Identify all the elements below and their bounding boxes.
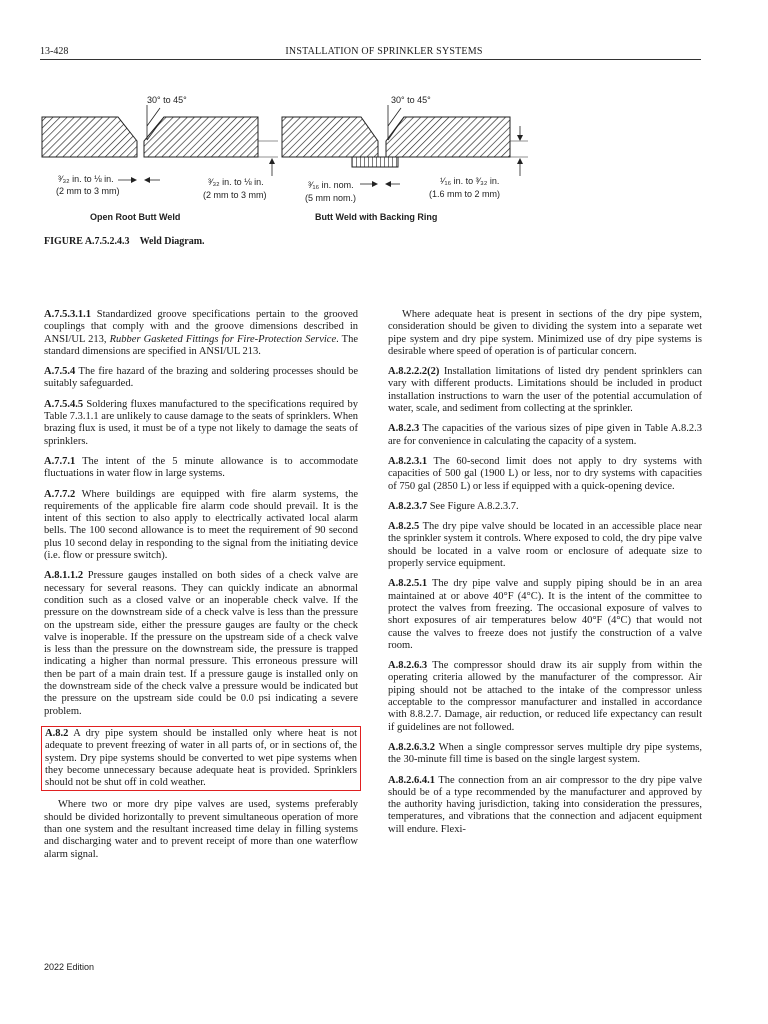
- right-gap-dimension-label: ³⁄₁₆ in. nom.: [308, 180, 354, 190]
- section-number: A.8.2.3.1: [388, 455, 428, 467]
- paragraph-a-8-2-6-3: [388, 660, 702, 734]
- section-number: A.7.5.4.5: [44, 398, 84, 410]
- section-number: A.8.2: [45, 727, 69, 739]
- section-number: A.8.2.6.3.2: [388, 741, 435, 753]
- section-number: A.7.5.3.1.1: [44, 309, 91, 320]
- figure-number: FIGURE A.7.5.2.4.3: [44, 236, 130, 247]
- page-number: 13-428: [40, 46, 69, 57]
- section-number: A.7.5.4: [44, 366, 76, 378]
- paragraph-a-8-2-3-7: [388, 501, 702, 513]
- section-number: A.8.2.6.4.1: [388, 774, 435, 786]
- right-gap-dimension-metric: (5 mm nom.): [305, 193, 357, 203]
- standard-title: Rubber Gasketed Fittings for Fire-Protection Service: [109, 333, 337, 345]
- paragraph-continuation: [388, 309, 702, 358]
- butt-weld-backing-ring-drawing: [282, 105, 528, 187]
- paragraph-text: . The standard dimensions are specified in ANSI/UL 213.: [44, 333, 358, 357]
- section-number: A.8.2.5.1: [388, 578, 428, 590]
- right-land-dimension-label: ¹⁄₁₆ in. to ³⁄₃₂ in.: [440, 176, 500, 186]
- figure-title: Weld Diagram.: [139, 236, 205, 247]
- paragraph-a-8-2: [45, 728, 357, 789]
- left-gap-dimension-metric: (2 mm to 3 mm): [56, 186, 120, 196]
- section-number: A.8.2.2.2(2): [388, 366, 440, 378]
- paragraph-a-7-5-4-5: [44, 399, 358, 448]
- paragraph-a-8-2-5-1: [388, 578, 702, 652]
- paragraph-text: See Figure A.8.2.3.7.: [429, 500, 519, 512]
- left-column: [44, 309, 358, 869]
- paragraph-text: The connection from an air compressor to the dry pipe valve should be of a type recommended by the manufacturer and approved by the authority having jurisdiction, taking into consideration the pressures, temperatures, and vibrations that the connection and adjacent equipment will endure. Flexi-: [388, 774, 703, 835]
- paragraph-text: The capacities of the various sizes of pipe given in Table A.8.2.3 are for convenience in calculating the capacity of a system.: [388, 423, 702, 447]
- paragraph-a-8-2-6-3-2: [388, 742, 702, 767]
- paragraph-text: Pressure gauges installed on both sides of a check valve are necessary for several reasons. They can quickly indicate an abnormal condition such as a closed valve or an inoperable check valve. If the pressure on the downstream side of a check valve is less than the pressure on the upstream side, either the pressure gauges are faulty or the check valve is inoperable. If the pressure on the upstream side of a check valve is less than the pressure on the downstream side, the pressure is trapped indicating a higher than normal pressure. This erroneous pressure will then be part of a main drain test. If a pressure gauge is installed only on the downstream side of the check valve a pressure would be indicated but the pressure on the upstream side could be 0.0 psi indicating a severe problem.: [44, 570, 359, 717]
- left-land-dimension-metric: (2 mm to 3 mm): [203, 190, 267, 200]
- section-number: A.8.2.3.7: [388, 500, 428, 512]
- butt-weld-backing-ring-title: Butt Weld with Backing Ring: [315, 212, 438, 222]
- paragraph-text: The intent of the 5 minute allowance is to accommodate fluctuations in water flow in large systems.: [44, 455, 358, 480]
- section-number: A.7.7.1: [44, 455, 76, 467]
- paragraph-text: The dry pipe valve and supply piping should be in an area maintained at or above 40°F (4°C). It is the intent of the committee to protect the valves from freezing. The occasional exposure of valves to short exposures of air temperatures below 40°F (4°C) that would not cause the valves to freeze does not justify the construction of a valve room.: [388, 578, 703, 651]
- paragraph-text: A dry pipe system should be installed only where heat is not adequate to prevent freezing of water in all parts of, or in sections of, the system. Dry pipe systems should be converted to wet pipe systems when they become unnecessary because adequate heat is provided. Sprinklers should not be shut off in cold weather.: [45, 727, 358, 789]
- paragraph-text: Installation limitations of listed dry pendent sprinklers can vary with different products. Limitations should be included in product installation instructions to warn the user of the potential accumulation of water, scale, and sediment from collecting at the sprinkler.: [388, 366, 703, 415]
- paragraph-text: When a single compressor serves multiple dry pipe systems, the 30-minute fill time is based on the single largest system.: [388, 741, 703, 766]
- paragraph-a-8-2-2-2-2: [388, 366, 702, 415]
- left-angle-label: 30° to 45°: [147, 95, 187, 105]
- paragraph-a-8-2-5: [388, 521, 702, 570]
- highlighted-box: [41, 726, 361, 791]
- figure-caption: [44, 236, 205, 247]
- paragraph-text: The 60-second limit does not apply to dry systems with capacities of 500 gal (1900 L) or less, nor to dry systems with capacities of 750 gal (2850 L) or less if equipped with a quick-opening device.: [388, 455, 703, 492]
- open-root-butt-weld-title: Open Root Butt Weld: [90, 212, 181, 222]
- left-land-dimension-label: ³⁄₃₂ in. to ⅛ in.: [208, 177, 264, 187]
- paragraph-a-8-2-3-1: [388, 456, 702, 493]
- paragraph-continuation: [44, 799, 358, 860]
- paragraph-a-7-5-4: [44, 366, 358, 391]
- paragraph-text: The compressor should draw its air supply from within the operating criteria allowed by the manufacturer of the compressor. Air piping should not be attached to the intake of the compressor unless acceptable to the compressor manufacturer and installed in accordance with 8.8.2.7. Damage, air reduction, or reduced life expectancy can result if guidelines are not followed.: [388, 660, 702, 733]
- paragraph-a-8-2-3: [388, 423, 702, 448]
- right-land-dimension-metric: (1.6 mm to 2 mm): [429, 189, 501, 199]
- paragraph-a-7-5-3-1-1: [44, 309, 358, 358]
- edition-footer: 2022 Edition: [44, 962, 95, 972]
- section-number: A.8.2.6.3: [388, 660, 428, 672]
- weld-diagram-drawing: [0, 60, 768, 235]
- right-angle-label: 30° to 45°: [391, 95, 431, 105]
- paragraph-text: Where buildings are equipped with fire alarm systems, the requirements of the applicable fire alarm code should prevail. It is the intent of this section to also apply to electrically activated local alarm bells. The 100 second allowance is to meet the requirement of 90 second plus 10 second delay in responding to the signal from the initiating device (i.e. flow or pressure switch).: [44, 488, 359, 562]
- section-number: A.8.1.1.2: [44, 570, 84, 582]
- paragraph-text: The fire hazard of the brazing and soldering processes should be suitably safeguarded.: [44, 366, 358, 390]
- paragraph-text: Soldering fluxes manufactured to the specifications required by Table 7.3.1.1 are unlikely to cause damage to the seats of sprinklers. When brazing flux is used, it must be of a type not likely to damage the seats of sprinklers.: [44, 398, 358, 447]
- left-gap-dimension-label: ³⁄₃₂ in. to ⅛ in.: [58, 174, 114, 184]
- right-column: [388, 309, 702, 844]
- running-title: INSTALLATION OF SPRINKLER SYSTEMS: [285, 46, 483, 57]
- paragraph-a-8-2-6-4-1: [388, 775, 702, 836]
- paragraph-text: Where adequate heat is present in sections of the dry pipe system, consideration should be given to dividing the system into a separate wet pipe system and dry pipe system. Minimized use of dry pipe systems is desirable where speed of operation is of particular concern.: [388, 309, 702, 357]
- paragraph-a-7-7-1: [44, 456, 358, 481]
- paragraph-a-8-1-1-2: [44, 570, 358, 718]
- section-number: A.7.7.2: [44, 488, 76, 500]
- paragraph-text: Standardized groove specifications pertain to the grooved couplings that comply with and the groove dimensions described in ANSI/UL 213,: [44, 309, 358, 345]
- paragraph-a-7-7-2: [44, 489, 358, 563]
- paragraph-text: The dry pipe valve should be located in an accessible place near the sprinkler system it controls. Where exposed to cold, the dry pipe valve should be located in a valve room or enclosure of adequate size to properly service equipment.: [388, 521, 702, 570]
- open-root-butt-weld-drawing: [42, 105, 278, 183]
- section-number: A.8.2.5: [388, 521, 420, 533]
- paragraph-text: Where two or more dry pipe valves are used, systems preferably should be divided horizontally to prevent simultaneous operation of more than one system and the resultant increased time delay in filling systems and discharging water and to prevent receipt of more than one waterflow alarm signal.: [44, 799, 358, 860]
- section-number: A.8.2.3: [388, 423, 420, 435]
